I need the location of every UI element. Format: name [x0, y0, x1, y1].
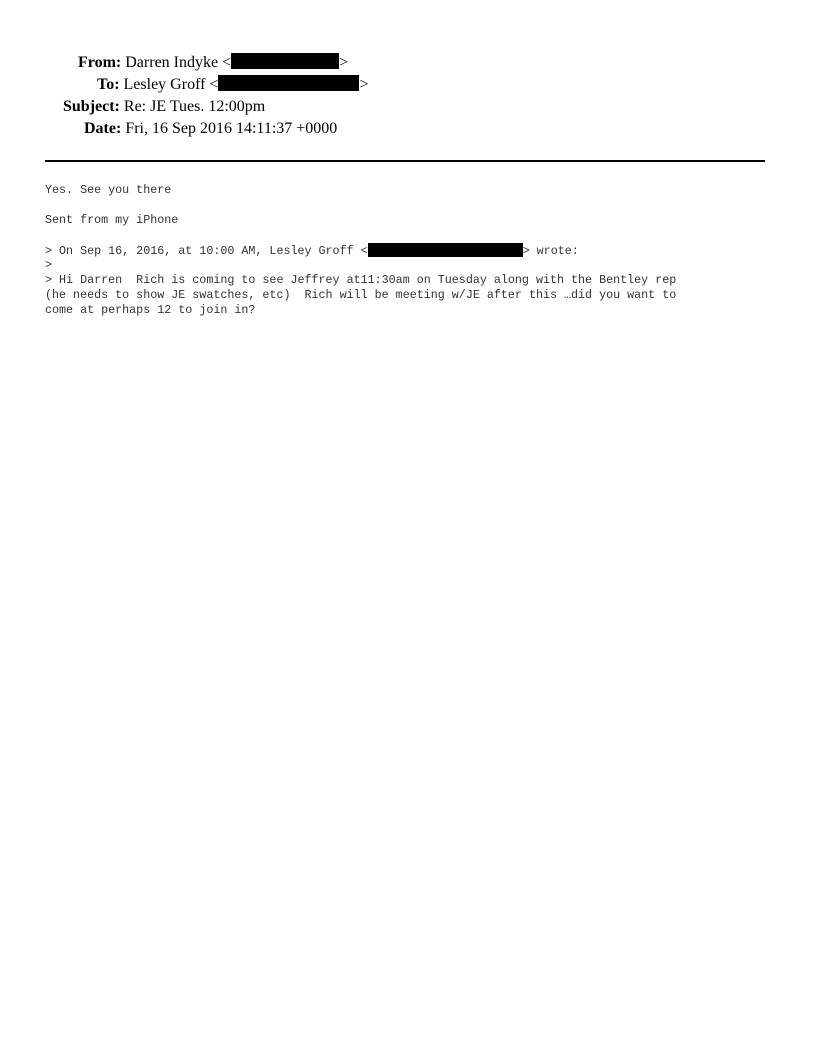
date-value: Fri, 16 Sep 2016 14:11:37 +0000: [125, 120, 338, 137]
from-row: [78, 52, 348, 74]
header-divider: [45, 160, 765, 162]
email-body: [45, 183, 765, 318]
to-name: Lesley Groff <: [123, 76, 219, 93]
redacted-email-to: [218, 75, 359, 91]
reply-text: Yes. See you there: [45, 183, 172, 197]
from-name: Darren Indyke <: [125, 54, 232, 71]
quote-intro: [45, 243, 765, 258]
to-label: To:: [97, 76, 120, 93]
from-label: From:: [78, 54, 122, 71]
quote-line-2: (he needs to show JE swatches, etc) Rich will be meeting w/JE after this …did you want to: [45, 288, 677, 302]
quote-line-1: > Hi Darren Rich is coming to see Jeffrey at11:30am on Tuesday along with the Bentley rep: [45, 273, 677, 287]
redacted-email-quote: [368, 243, 523, 257]
quote-blank: >: [45, 258, 53, 272]
signature-text: Sent from my iPhone: [45, 213, 179, 227]
spacer: [45, 228, 765, 243]
date-row: [84, 118, 337, 140]
to-row: [97, 74, 368, 96]
spacer: [45, 198, 765, 213]
subject-value: Re: JE Tues. 12:00pm: [123, 98, 266, 115]
quote-line-3: come at perhaps 12 to join in?: [45, 303, 256, 317]
subject-row: [63, 96, 265, 118]
subject-label: Subject:: [63, 98, 120, 115]
redacted-email-from: [231, 53, 339, 69]
from-end: >: [339, 54, 349, 71]
quote-intro-end: > wrote:: [522, 244, 579, 258]
quote-intro-start: > On Sep 16, 2016, at 10:00 AM, Lesley Groff <: [45, 244, 368, 258]
date-label: Date:: [84, 120, 122, 137]
to-end: >: [359, 76, 369, 93]
